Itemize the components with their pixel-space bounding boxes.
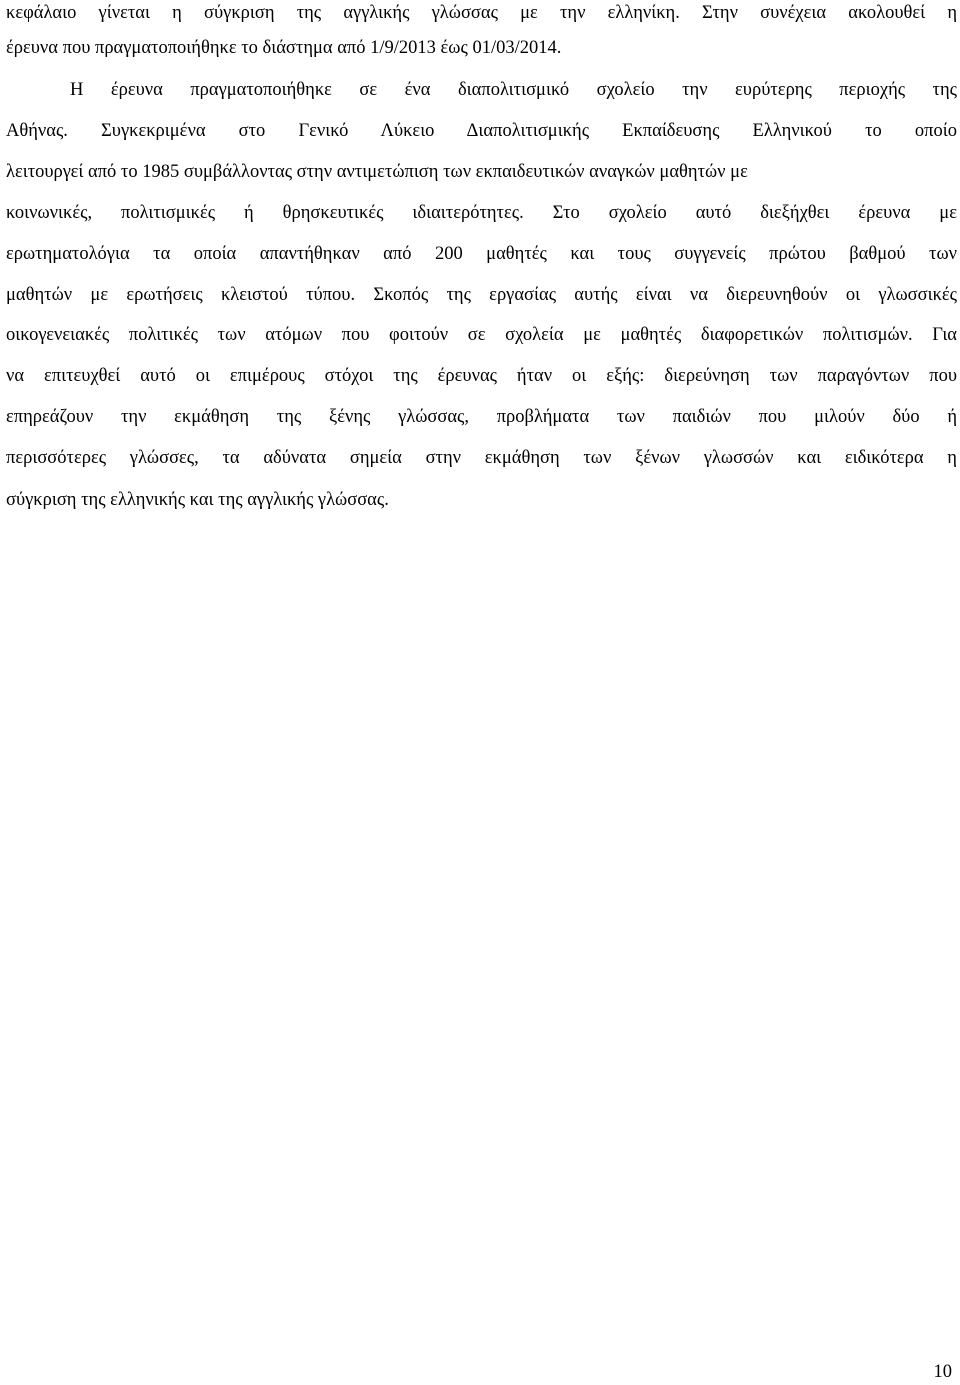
paragraph-2-line-6: μαθητών με ερωτήσεις κλειστού τύπου. Σκοπός της εργασίας αυτής είναι να διερευνηθούν οι γλωσσικές: [6, 285, 957, 305]
paragraph-1-line-2: έρευνα που πραγματοποιήθηκε το διάστημα από 1/9/2013 έως 01/03/2014.: [6, 38, 562, 58]
paragraph-2-line-5: ερωτηματολόγια τα οποία απαντήθηκαν από 200 μαθητές και τους συγγενείς πρώτου βαθμού των: [6, 244, 957, 264]
page-number: 10: [933, 1362, 952, 1382]
paragraph-2-line-2: Αθήνας. Συγκεκριμένα στο Γενικό Λύκειο Διαπολιτισμικής Εκπαίδευσης Ελληνικού το οποίο: [6, 121, 957, 141]
paragraph-2-line-11: σύγκριση της ελληνικής και της αγγλικής γλώσσας.: [6, 490, 389, 510]
paragraph-1-line-1: κεφάλαιο γίνεται η σύγκριση της αγγλικής γλώσσας με την ελληνίκη. Στην συνέχεια ακολουθεί η: [6, 3, 957, 23]
paragraph-2-line-10: περισσότερες γλώσσες, τα αδύνατα σημεία στην εκμάθηση των ξένων γλωσσών και ειδικότερα η: [6, 448, 957, 468]
paragraph-2-line-1: Η έρευνα πραγματοποιήθηκε σε ένα διαπολιτισμικό σχολείο την ευρύτερης περιοχής της: [70, 80, 957, 100]
paragraph-2-line-8: να επιτευχθεί αυτό οι επιμέρους στόχοι της έρευνας ήταν οι εξής: διερεύνηση των παραγόντων που: [6, 366, 957, 386]
paragraph-2-line-4: κοινωνικές, πολιτισμικές ή θρησκευτικές ιδιαιτερότητες. Στο σχολείο αυτό διεξήχθει έρευνα με: [6, 203, 957, 223]
paragraph-2-line-9: επηρεάζουν την εκμάθηση της ξένης γλώσσας, προβλήματα των παιδιών που μιλούν δύο ή: [6, 407, 957, 427]
paragraph-2-line-7: οικογενειακές πολιτικές των ατόμων που φοιτούν σε σχολεία με μαθητές διαφορετικών πολιτισμών. Για: [6, 325, 957, 345]
paragraph-2-line-3: λειτουργεί από το 1985 συμβάλλοντας στην αντιμετώπιση των εκπαιδευτικών αναγκών μαθητών με: [6, 162, 748, 182]
